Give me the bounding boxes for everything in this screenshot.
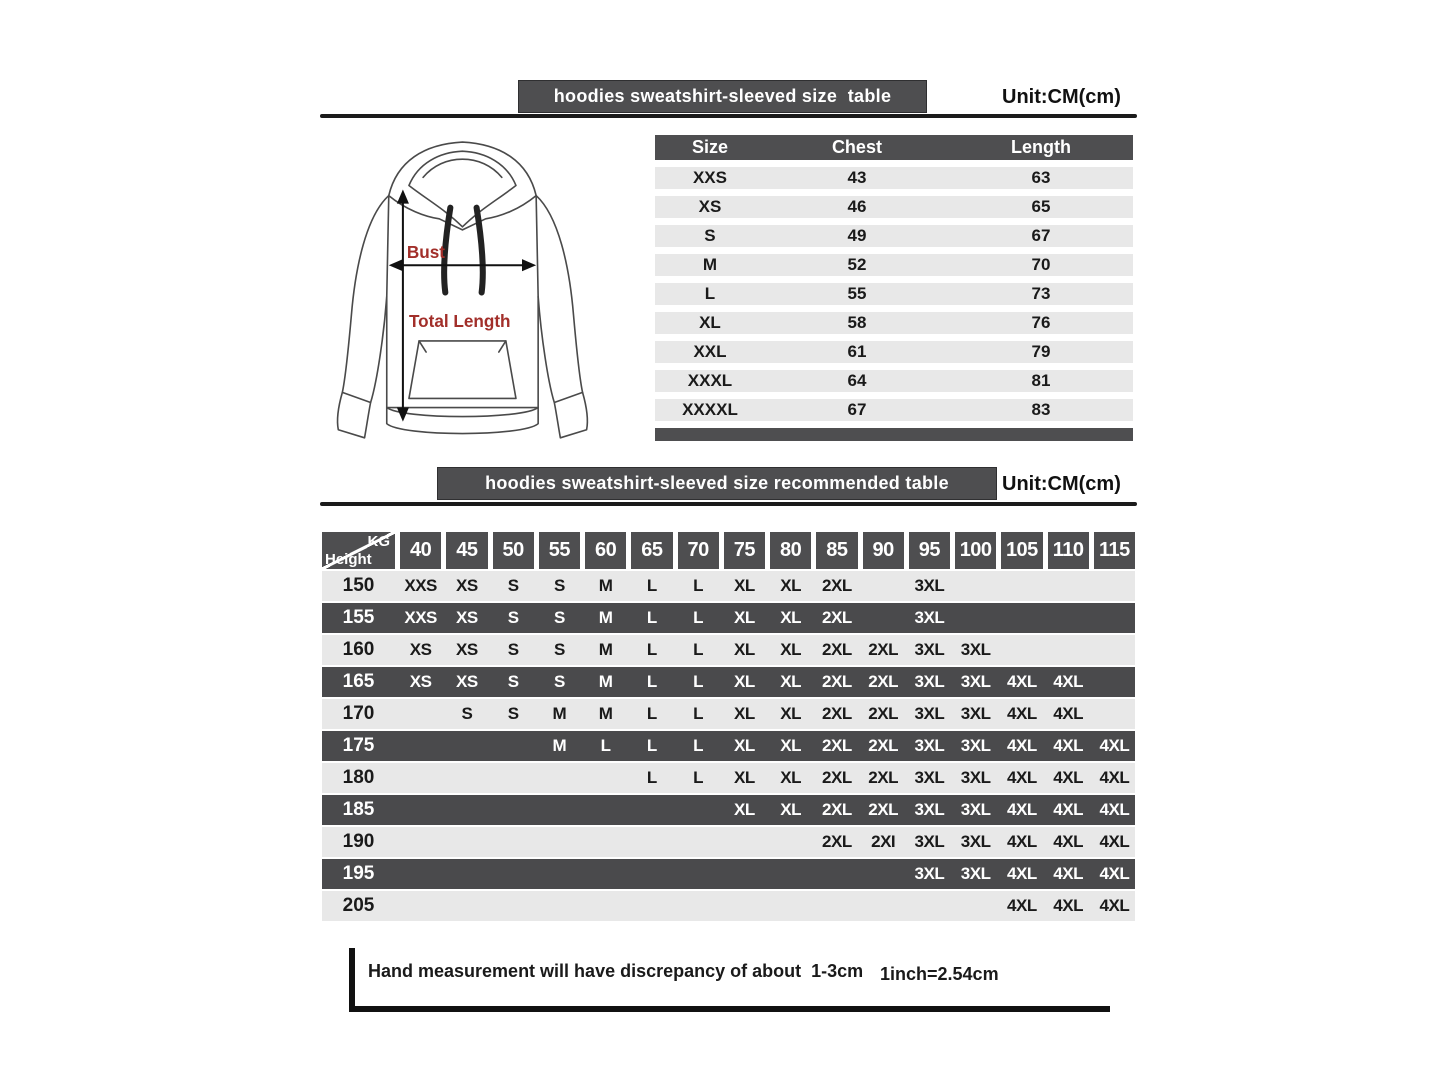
recommended-size-cell: XL (780, 640, 801, 659)
recommended-size-cell: 3XL (914, 576, 945, 595)
recommended-size-cell: 3XL (914, 736, 945, 755)
recommended-size-cell: 2XL (822, 640, 852, 659)
divider-line-1 (320, 114, 1137, 118)
recommended-size-cell: 3XL (914, 800, 945, 819)
matrix-row (322, 635, 1135, 665)
recommended-size-cell: 2XL (822, 736, 852, 755)
height-row-label: 160 (342, 639, 375, 660)
height-row-label: 150 (342, 575, 375, 596)
recommended-size-cell: S (507, 704, 519, 723)
weight-header-cell: 90 (863, 532, 904, 569)
recommended-size-cell: 4XL (1007, 704, 1037, 723)
height-row-label: 190 (342, 831, 375, 852)
recommended-size-cell: 4XL (1053, 704, 1083, 723)
matrix-corner-cell (322, 532, 395, 569)
size-table-cell: 46 (847, 197, 867, 216)
recommended-size-cell: L (646, 736, 657, 755)
size-table-cell: 64 (847, 371, 867, 390)
recommended-size-cell: L (646, 640, 657, 659)
size-table-cell: 52 (847, 255, 867, 274)
weight-header-cell: 100 (955, 532, 996, 569)
recommended-size-cell: 4XL (1099, 896, 1130, 915)
recommended-size-cell: 2XL (822, 832, 852, 851)
recommended-size-cell: 2XL (822, 768, 852, 787)
recommended-size-cell: 4XL (1099, 736, 1130, 755)
recommended-size-cell: S (507, 672, 519, 691)
size-table-footer-bar (655, 428, 1133, 441)
size-table-cell: 58 (847, 313, 867, 332)
matrix-row (322, 699, 1135, 729)
size-table-cell: M (702, 255, 718, 274)
unit-label-1: Unit:CM(cm) (1002, 86, 1121, 108)
recommended-size-cell: 4XL (1099, 864, 1130, 883)
matrix-row (322, 731, 1135, 761)
recommended-size-cell: 4XL (1007, 896, 1037, 915)
recommended-size-cell: 3XL (960, 736, 991, 755)
recommended-size-cell: 3XL (914, 832, 945, 851)
recommended-size-cell: L (646, 576, 657, 595)
recommended-table-title-bar (437, 467, 997, 500)
size-table-row (655, 167, 1133, 189)
recommended-size-cell: XS (456, 576, 478, 595)
size-table-row (655, 370, 1133, 392)
recommended-size-cell: XL (780, 800, 801, 819)
note-bottom-line (349, 1006, 1110, 1012)
matrix-row (322, 827, 1135, 857)
recommended-size-cell: 4XL (1099, 832, 1130, 851)
recommended-size-cell: XL (780, 576, 801, 595)
recommended-size-cell: XL (734, 576, 755, 595)
inch-conversion-note: 1inch=2.54cm (880, 964, 999, 984)
unit-label-2: Unit:CM(cm) (1002, 473, 1121, 495)
recommended-size-cell: 4XL (1053, 736, 1083, 755)
recommended-size-cell: XL (734, 800, 755, 819)
size-table-cell: 81 (1031, 371, 1051, 390)
size-table-cell: 65 (1031, 197, 1051, 216)
recommended-size-cell: XL (780, 736, 801, 755)
size-table-cell: XXL (693, 342, 727, 361)
weight-header-cell: 40 (400, 532, 441, 569)
weight-header-cell: 60 (585, 532, 626, 569)
size-table-cell: 49 (847, 226, 867, 245)
size-column-header: Size (691, 137, 728, 157)
recommended-size-cell: XS (456, 640, 478, 659)
recommended-size-cell: M (552, 736, 567, 755)
size-table-row (655, 254, 1133, 276)
matrix-header-row (322, 532, 1135, 569)
recommended-size-cell: 4XL (1053, 864, 1083, 883)
recommended-size-cell: XL (780, 608, 801, 627)
size-table-cell: 61 (847, 342, 867, 361)
recommended-size-cell: 2XL (822, 800, 852, 819)
recommended-size-cell: L (693, 768, 704, 787)
recommended-size-cell: 2XL (868, 640, 898, 659)
size-table-cell: XXXL (687, 371, 733, 390)
recommended-size-cell: L (646, 704, 657, 723)
recommended-size-cell: XS (456, 608, 478, 627)
size-table-row (655, 312, 1133, 334)
recommended-size-cell: XL (780, 768, 801, 787)
recommended-size-cell: XL (734, 704, 755, 723)
recommended-size-cell: 3XL (914, 672, 945, 691)
recommended-size-cell: XS (456, 672, 478, 691)
recommended-size-cell: 2XL (868, 800, 898, 819)
matrix-row (322, 603, 1135, 633)
recommended-size-cell: 2XL (868, 736, 898, 755)
recommended-size-cell: XL (734, 768, 755, 787)
recommended-size-cell: XL (734, 608, 755, 627)
recommended-size-cell: 4XL (1053, 800, 1083, 819)
weight-header-cell: 95 (909, 532, 950, 569)
recommended-size-cell: XXS (404, 608, 437, 627)
size-table-cell: 55 (847, 284, 867, 303)
height-row-label: 180 (342, 767, 375, 788)
recommended-size-cell: S (507, 640, 519, 659)
recommended-size-cell: 2XL (822, 672, 852, 691)
weight-header-cell: 105 (1001, 532, 1042, 569)
recommended-size-cell: M (598, 608, 613, 627)
recommended-size-cell: M (598, 576, 613, 595)
weight-header-cell: 45 (446, 532, 487, 569)
weight-header-cell: 65 (631, 532, 672, 569)
recommended-size-cell: 3XL (914, 704, 945, 723)
recommended-size-cell: L (693, 672, 704, 691)
recommended-size-cell: XL (734, 672, 755, 691)
total-length-measure-label: Total Length (408, 310, 511, 331)
recommended-size-cell: 3XL (960, 768, 991, 787)
weight-header-cell: 70 (678, 532, 719, 569)
recommended-size-cell: 3XL (960, 832, 991, 851)
recommended-size-cell: 4XL (1007, 768, 1037, 787)
size-table-cell: 43 (847, 168, 867, 187)
height-row-label: 155 (342, 607, 375, 628)
recommended-size-cell: L (646, 768, 657, 787)
recommended-size-cell: XL (734, 640, 755, 659)
recommended-size-cell: 2XL (822, 576, 852, 595)
recommended-size-cell: XS (409, 640, 432, 659)
recommended-size-cell: 2XL (868, 768, 898, 787)
height-row-label: 175 (342, 735, 375, 756)
recommended-size-cell: S (461, 704, 473, 723)
height-row-label: 185 (342, 799, 375, 820)
recommended-size-cell: XXS (404, 576, 437, 595)
weight-header-cell: 85 (816, 532, 857, 569)
height-row-label: 205 (342, 895, 375, 916)
recommended-size-cell: 4XL (1053, 672, 1083, 691)
size-table-row (655, 399, 1133, 421)
recommended-size-cell: 4XL (1007, 736, 1037, 755)
size-table-cell: XXS (692, 168, 727, 187)
size-table-cell: 63 (1031, 168, 1051, 187)
weight-header-cell: 75 (724, 532, 765, 569)
recommended-size-cell: XL (780, 672, 801, 691)
size-table-cell: 67 (1031, 226, 1051, 245)
note-left-bar (349, 948, 355, 1008)
size-table-row (655, 341, 1133, 363)
chest-column-header: Chest (831, 137, 882, 157)
hoodie-drawing (325, 133, 610, 458)
recommended-size-cell: M (598, 640, 613, 659)
recommended-size-cell: 3XL (914, 864, 945, 883)
recommended-size-cell: 3XL (960, 864, 991, 883)
divider-line-2 (320, 502, 1137, 506)
weight-header-cell: 50 (493, 532, 534, 569)
recommended-size-cell: L (646, 672, 657, 691)
recommended-size-cell: L (693, 640, 704, 659)
recommended-size-cell: S (553, 576, 565, 595)
kg-axis-label: KG (367, 533, 390, 550)
recommended-size-cell: 3XL (960, 704, 991, 723)
recommended-size-cell: M (598, 672, 613, 691)
size-table-row (655, 225, 1133, 247)
recommended-size-cell: 3XL (960, 800, 991, 819)
recommended-size-cell: XL (780, 704, 801, 723)
recommended-size-cell: 4XL (1053, 832, 1083, 851)
recommended-size-cell: 4XL (1099, 768, 1130, 787)
recommended-size-cell: L (693, 576, 704, 595)
height-row-label: 195 (342, 863, 375, 884)
recommended-size-cell: S (507, 608, 519, 627)
weight-header-cell: 110 (1048, 532, 1089, 569)
height-row-label: 170 (342, 703, 375, 724)
recommended-size-cell: M (552, 704, 567, 723)
matrix-row (322, 795, 1135, 825)
size-table-row (655, 283, 1133, 305)
recommended-size-cell: 2XL (822, 608, 852, 627)
size-table-title: hoodies sweatshirt-sleeved size table (553, 86, 892, 106)
weight-header-cell: 115 (1094, 532, 1135, 569)
size-table-cell: L (704, 284, 716, 303)
size-table-cell: XXXXL (682, 400, 738, 419)
length-column-header: Length (1010, 137, 1071, 157)
recommended-size-cell: 4XL (1099, 800, 1130, 819)
matrix-row (322, 763, 1135, 793)
recommended-size-cell: 4XL (1007, 672, 1037, 691)
weight-header-cell: 80 (770, 532, 811, 569)
recommended-size-cell: M (598, 704, 613, 723)
size-table-cell: 79 (1031, 342, 1051, 361)
hoodie-measurement-diagram (325, 133, 610, 458)
matrix-row (322, 891, 1135, 921)
size-table-header (655, 135, 1133, 160)
recommended-size-cell: S (553, 640, 565, 659)
size-table-body (655, 167, 1133, 421)
measurement-discrepancy-note: Hand measurement will have discrepancy of about 1-3cm (368, 961, 864, 981)
recommended-table-title: hoodies sweatshirt-sleeved size recommended table (485, 473, 949, 493)
recommended-size-cell: S (507, 576, 519, 595)
recommended-size-cell: 3XL (914, 608, 945, 627)
recommended-size-cell: 3XL (914, 640, 945, 659)
bust-measure-label: Bust (406, 242, 446, 263)
recommended-size-cell: 4XL (1007, 800, 1037, 819)
recommended-size-cell: L (693, 704, 704, 723)
recommended-size-cell: 3XL (960, 672, 991, 691)
recommended-size-cell: 2XL (868, 672, 898, 691)
size-table-title-bar (518, 80, 927, 113)
recommended-size-cell: L (600, 736, 611, 755)
recommended-size-cell: 2XL (868, 704, 898, 723)
recommended-size-cell: S (553, 608, 565, 627)
size-recommendation-matrix (322, 532, 1135, 923)
size-table-cell: 83 (1031, 400, 1051, 419)
matrix-row (322, 571, 1135, 601)
size-table-row (655, 196, 1133, 218)
height-row-label: 165 (342, 671, 375, 692)
matrix-body (322, 571, 1135, 921)
size-table-cell: XS (698, 197, 722, 216)
recommended-size-cell: S (553, 672, 565, 691)
recommended-size-cell: 4XL (1053, 768, 1083, 787)
size-table (655, 135, 1133, 441)
recommended-size-cell: XS (409, 672, 432, 691)
size-table-cell: XL (699, 313, 721, 332)
size-table-cell: 73 (1031, 284, 1051, 303)
recommended-size-cell: 3XL (960, 640, 991, 659)
size-table-cell: 70 (1031, 255, 1051, 274)
height-axis-label: Height (325, 551, 372, 568)
matrix-row (322, 859, 1135, 889)
matrix-row (322, 667, 1135, 697)
recommended-size-cell: L (646, 608, 657, 627)
size-table-cell: 67 (847, 400, 867, 419)
size-table-cell: S (704, 226, 716, 245)
weight-header-cell: 55 (539, 532, 580, 569)
recommended-size-cell: L (693, 608, 704, 627)
recommended-size-cell: XL (734, 736, 755, 755)
recommended-size-cell: 4XL (1053, 896, 1083, 915)
recommended-size-cell: 4XL (1007, 864, 1037, 883)
recommended-size-cell: L (693, 736, 704, 755)
recommended-size-cell: 4XL (1007, 832, 1037, 851)
recommended-size-cell: 2XL (822, 704, 852, 723)
size-table-cell: 76 (1031, 313, 1051, 332)
recommended-size-cell: 2XI (871, 832, 896, 851)
recommended-size-cell: 3XL (914, 768, 945, 787)
